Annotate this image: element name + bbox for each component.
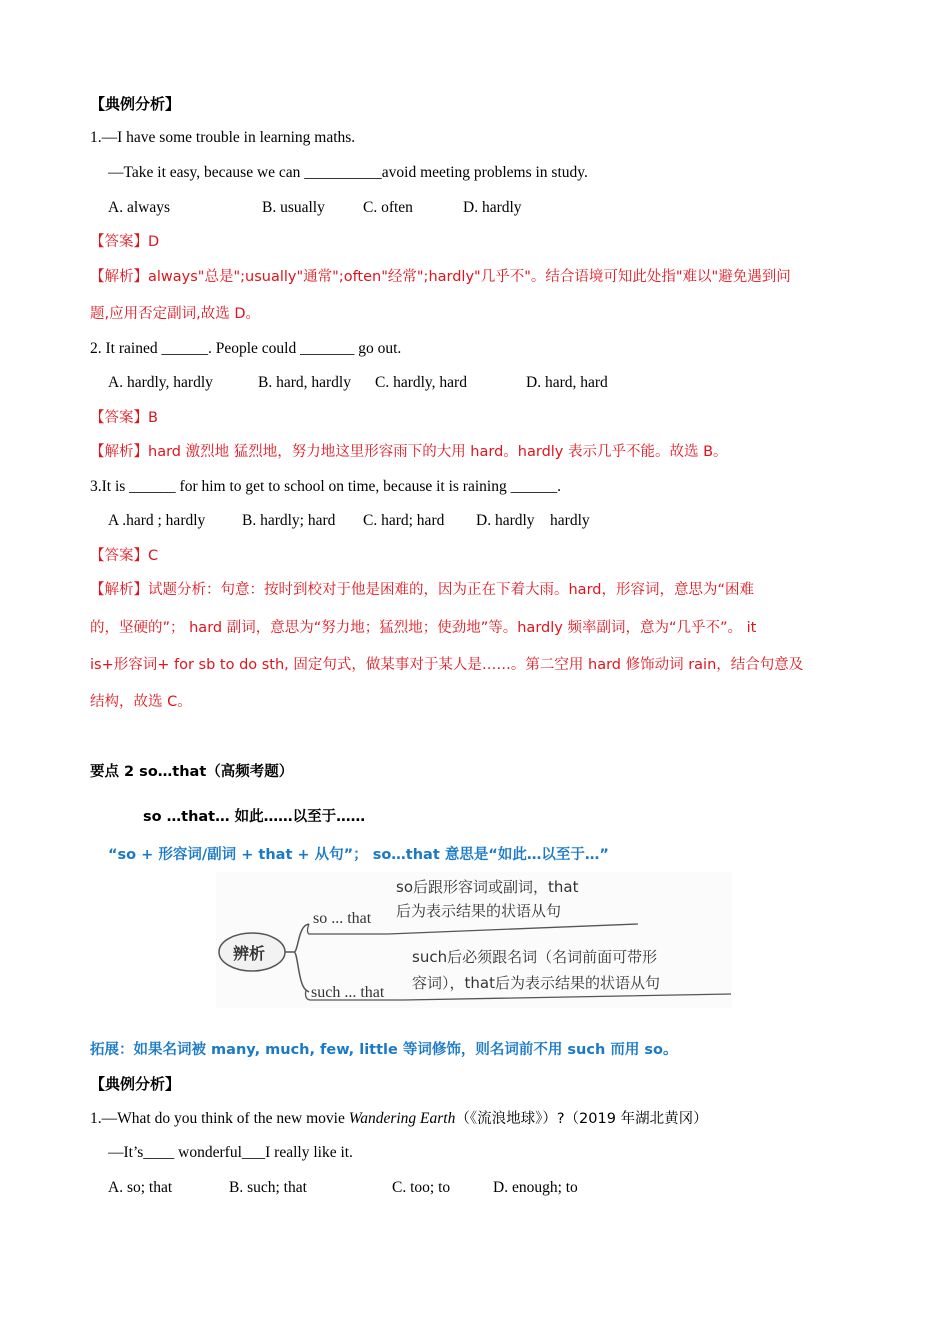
option-d: D. hard, hard <box>526 374 608 391</box>
section-2-question-1-stem <box>90 1109 708 1129</box>
question-3-analysis-line3: is+形容词+ for sb to do sth, 固定句式，做某事对于某人是……。第二空用 hard 修饰动词 rain，结合句意及 <box>90 657 804 673</box>
mindmap-so-that-label: so ... that <box>313 910 372 927</box>
option-a: A. hardly, hardly <box>108 374 213 391</box>
option-a: A .hard ; hardly <box>108 512 206 529</box>
movie-title: Wandering Earth <box>348 1110 456 1127</box>
comparison-mindmap <box>216 872 732 1008</box>
question-1-answer: 【答案】D <box>90 234 160 250</box>
option-c: C. hardly, hard <box>375 374 467 391</box>
mindmap-center-label: 辨析 <box>233 944 266 963</box>
option-b: B. usually <box>262 199 325 216</box>
stem-suffix: （《流浪地球》）?（2019 年湖北黄冈） <box>455 1111 708 1127</box>
option-b: B. hard, hardly <box>258 374 351 391</box>
point-2-subtitle: so …that… 如此……以至于…… <box>143 809 366 825</box>
option-b: B. such; that <box>229 1179 307 1196</box>
question-3-analysis-line2: 的，坚硬的”； hard 副词，意思为“努力地；猛烈地；使劲地”等。hardly 频率副词，意为“几乎不”。 it <box>90 620 757 636</box>
option-a: A. always <box>108 199 170 216</box>
point-2-extension: 拓展：如果名词被 many, much, few, little 等词修饰，则名词前不用 such 而用 so。 <box>90 1042 678 1058</box>
option-c: C. too; to <box>392 1179 451 1196</box>
option-a: A. so; that <box>108 1179 173 1196</box>
mindmap-such-that-label: such ... that <box>311 984 385 1001</box>
stem-prefix: 1.—What do you think of the new movie <box>90 1110 349 1127</box>
question-2-answer: 【答案】B <box>90 410 158 426</box>
mindmap-such-that-desc-line2: 容词），that后为表示结果的状语从句 <box>412 974 660 992</box>
section-heading-2: 【典例分析】 <box>90 1075 181 1093</box>
question-1-analysis-line2: 题,应用否定副词,故选 D。 <box>90 306 260 322</box>
mindmap-so-that-desc-line2: 后为表示结果的状语从句 <box>396 902 562 920</box>
option-c: C. hard; hard <box>363 512 445 529</box>
question-2-analysis: 【解析】hard 激烈地 猛烈地，努力地这里形容雨下的大用 hard。hardly 表示几乎不能。故选 B。 <box>90 444 728 460</box>
mindmap-branch-upper <box>285 924 309 952</box>
point-2-title: 要点 2 so…that（高频考题） <box>90 764 294 780</box>
option-d: D. hardly hardly <box>476 512 590 529</box>
option-d: D. enough; to <box>493 1179 578 1196</box>
question-1-dialogue: —Take it easy, because we can __________avoid meeting problems in study. <box>108 164 588 181</box>
question-1-analysis-line1: 【解析】always"总是";usually"通常";often"经常";hardly"几乎不"。结合语境可知此处指"难以"避免遇到问 <box>90 269 791 285</box>
question-3-stem: 3.It is ______ for him to get to school on time, because it is raining ______. <box>90 478 561 495</box>
option-b: B. hardly; hard <box>242 512 336 529</box>
question-1-stem: 1.—I have some trouble in learning maths. <box>90 129 356 146</box>
option-d: D. hardly <box>463 199 522 216</box>
mindmap-so-that-desc-line1: so后跟形容词或副词，that <box>396 878 579 896</box>
point-2-formula: “so + 形容词/副词 + that + 从句”； so…that 意思是“如此…以至于…” <box>108 847 609 863</box>
question-3-answer: 【答案】C <box>90 548 159 564</box>
option-c: C. often <box>363 199 413 216</box>
section-2-question-1-dialogue: —It’s____ wonderful___I really like it. <box>108 1144 353 1161</box>
section-heading: 【典例分析】 <box>90 95 181 113</box>
mindmap-branch-lower <box>294 952 309 992</box>
question-2-stem: 2. It rained ______. People could _______ go out. <box>90 340 402 357</box>
question-3-analysis-line1: 【解析】试题分析：句意：按时到校对于他是困难的，因为正在下着大雨。hard，形容词，意思为“困难 <box>90 582 754 598</box>
question-3-analysis-line4: 结构，故选 C。 <box>90 694 192 710</box>
mindmap-such-that-desc-line1: such后必须跟名词（名词前面可带形 <box>412 948 658 966</box>
